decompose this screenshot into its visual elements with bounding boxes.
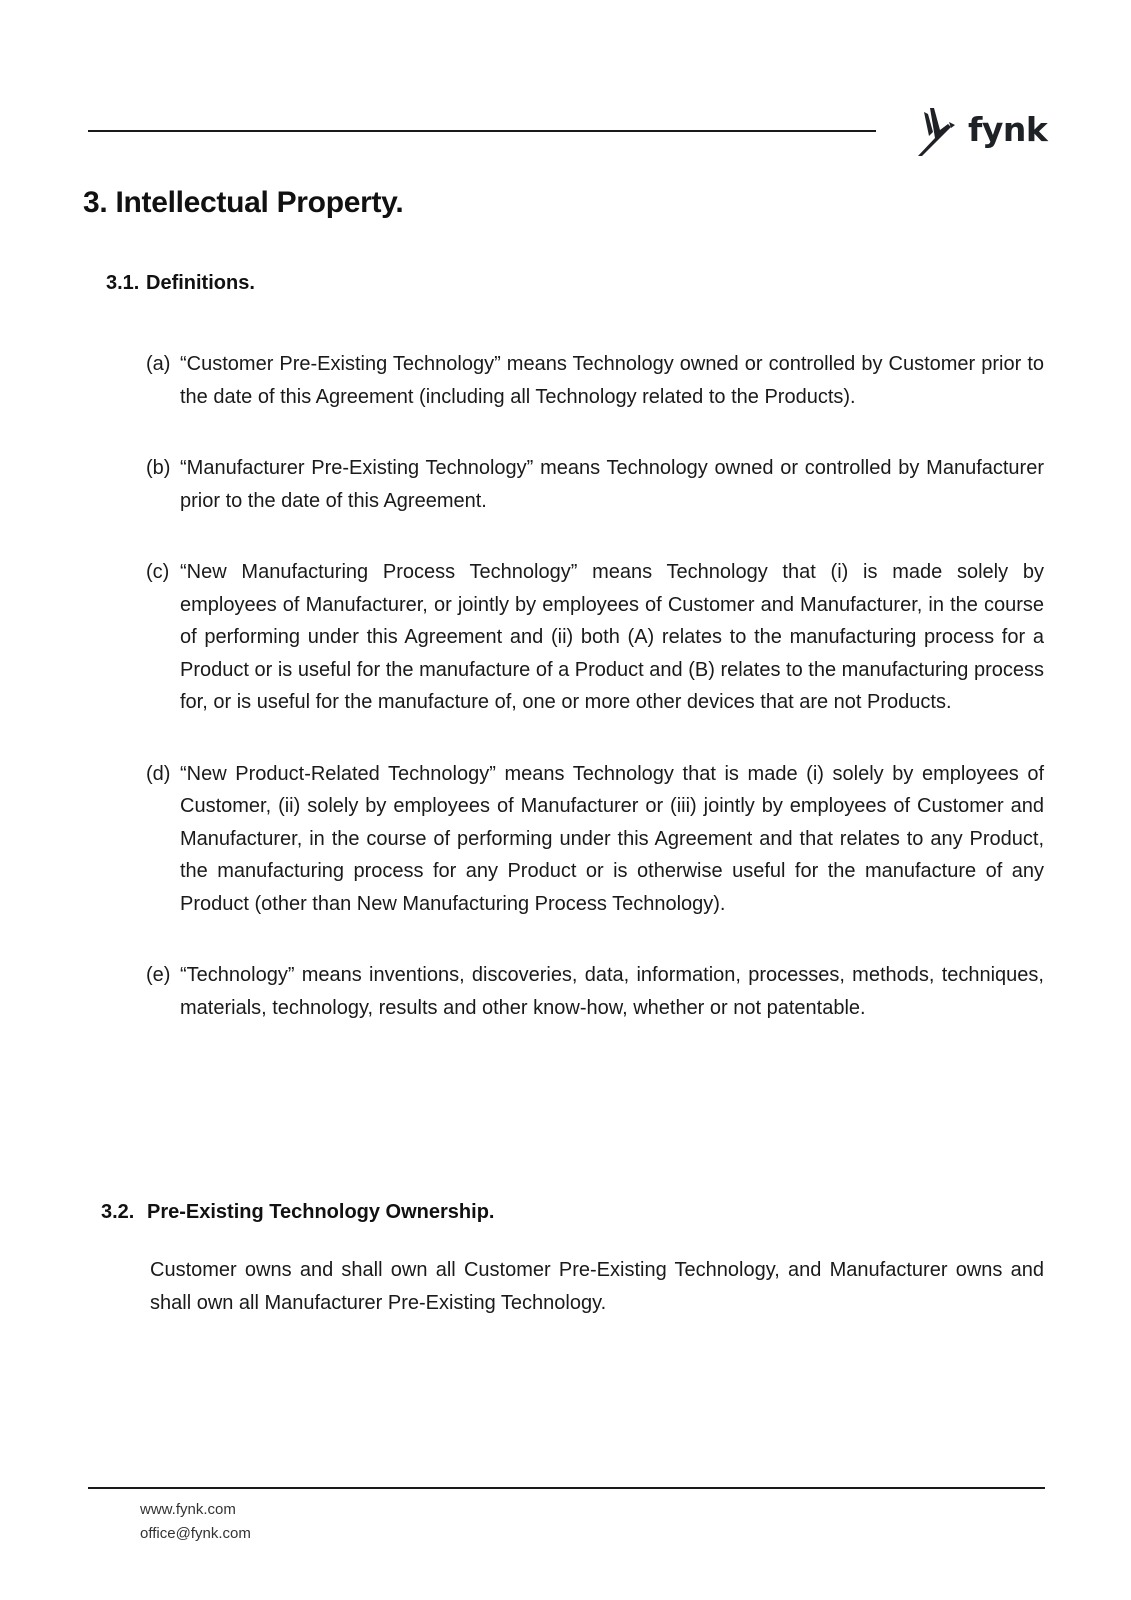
brand-logo <box>918 106 1047 158</box>
definition-label: (c) <box>146 561 170 583</box>
subsection-number: 3.1. <box>106 272 140 294</box>
definitions-list <box>148 348 1044 1063</box>
brand-name: fynk <box>968 109 1048 149</box>
definition-label: (d) <box>146 762 171 785</box>
header-divider <box>88 130 876 132</box>
footer-website: www.fynk.com <box>140 1501 236 1518</box>
section-title: 3. Intellectual Property. <box>83 186 404 219</box>
subsection-title: Definitions. <box>146 272 255 294</box>
definition-item <box>148 452 1044 517</box>
subsection-heading-definitions <box>106 272 255 295</box>
fynk-bird-icon <box>918 106 962 158</box>
definition-item <box>148 556 1044 719</box>
definition-label: (b) <box>146 457 171 479</box>
definition-text: “Customer Pre-Existing Technology” means Technology owned or controlled by Customer prior to the date of this Agreement (including all Technology related to the Products). <box>180 353 1044 408</box>
definition-item <box>148 959 1044 1024</box>
subsection-number: 3.2. <box>101 1201 135 1223</box>
footer-divider <box>88 1487 1045 1489</box>
ownership-paragraph: Customer owns and shall own all Customer Pre-Existing Technology, and Manufacturer owns and shall own all Manufacturer Pre-Existing Technology. <box>150 1259 1044 1314</box>
definition-text: “Manufacturer Pre-Existing Technology” means Technology owned or controlled by Manufacturer prior to the date of this Agreement. <box>180 457 1044 512</box>
definition-text: “Technology” means inventions, discoveries, data, information, processes, methods, techniques, materials, technology, results and other know-how, whether or not patentable. <box>180 964 1044 1019</box>
definition-label: (e) <box>146 964 171 986</box>
subsection-title: Pre-Existing Technology Ownership. <box>147 1201 495 1223</box>
footer-email: office@fynk.com <box>140 1525 251 1542</box>
definition-text: “New Product-Related Technology” means Technology that is made (i) solely by employees of Customer, (ii) solely by employees of Manufacturer or (iii) jointly by employees of Customer and Manufacturer, in the course of performing under this Agreement and that relates to any Product, the manufacturing process for any Product or is otherwise useful for the manufacture of any Product (other than New Manufacturing Process Technology). <box>180 762 1044 915</box>
subsection-heading-ownership <box>101 1201 494 1224</box>
page-footer <box>140 1498 251 1546</box>
definition-label: (a) <box>146 353 171 375</box>
definition-item <box>148 758 1044 921</box>
definition-text: “New Manufacturing Process Technology” means Technology that (i) is made solely by employees of Manufacturer, or jointly by employees of Customer and Manufacturer, in the course of performing under this Agreement and (ii) both (A) relates to the manufacturing process for a Product or is useful for the manufacture of a Product and (B) relates to the manufacturing process for, or is useful for the manufacture of, one or more other devices that are not Products. <box>180 561 1044 713</box>
definition-item <box>148 348 1044 413</box>
